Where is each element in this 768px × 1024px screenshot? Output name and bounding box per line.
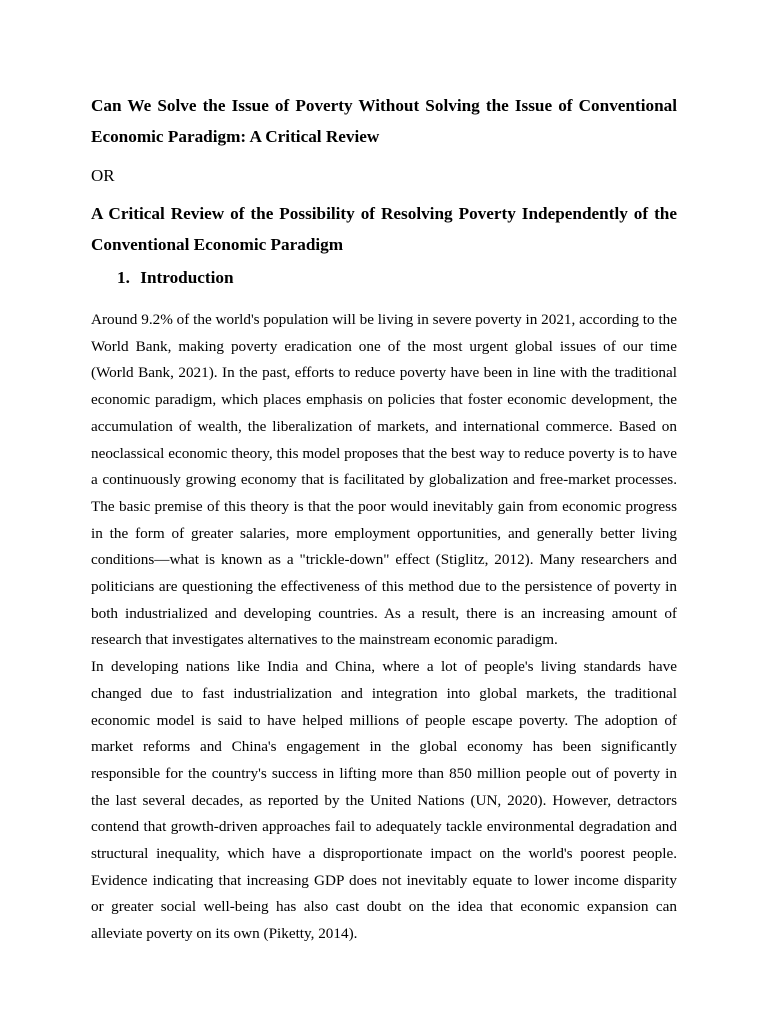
paragraph: Around 9.2% of the world's population will be living in severe poverty in 2021, according to the World Bank, making poverty eradication one of the most urgent global issues of our time (World Bank, 2021). In the past, efforts to reduce poverty have been in line with the traditional economic paradigm, which places emphasis on policies that foster economic development, the accumulation of wealth, the liberalization of markets, and international commerce. Based on neoclassical economic theory, this model proposes that the best way to reduce poverty is to have a continuously growing economy that is facilitated by globalization and free-market processes. The basic premise of this theory is that the poor would inevitably gain from economic progress in the form of greater salaries, more employment opportunities, and generally better living conditions—what is known as a "trickle-down" effect (Stiglitz, 2012). Many researchers and politicians are questioning the effectiveness of this method due to the persistence of poverty in both industrialized and developing countries. As a result, there is an increasing amount of research that investigates alternatives to the mainstream economic paradigm. [91, 311, 677, 649]
title-separator: OR [91, 166, 115, 185]
alternate-title: A Critical Review of the Possibility of Resolving Poverty Independently of the Conventional Economic Paradigm [91, 204, 677, 254]
section-title: Introduction [140, 268, 234, 287]
document-title: Can We Solve the Issue of Poverty Without Solving the Issue of Conventional Economic Paradigm: A Critical Review [91, 96, 677, 146]
document-body [91, 90, 677, 948]
paragraph: In developing nations like India and China, where a lot of people's living standards have changed due to fast industrialization and integration into global markets, the traditional economic model is said to have helped millions of people escape poverty. The adoption of market reforms and China's engagement in the global economy has been significantly responsible for the country's success in lifting more than 850 million people out of poverty in the last several decades, as reported by the United Nations (UN, 2020). However, detractors contend that growth-driven approaches fail to adequately tackle environmental degradation and structural inequality, which have a disproportionate impact on the world's poorest people. Evidence indicating that increasing GDP does not inevitably equate to lower income disparity or greater social well-being has also cast doubt on the idea that economic expansion can alleviate poverty on its own (Piketty, 2014). [91, 658, 677, 943]
section-heading [91, 264, 677, 292]
section-number: 1. [117, 268, 130, 287]
